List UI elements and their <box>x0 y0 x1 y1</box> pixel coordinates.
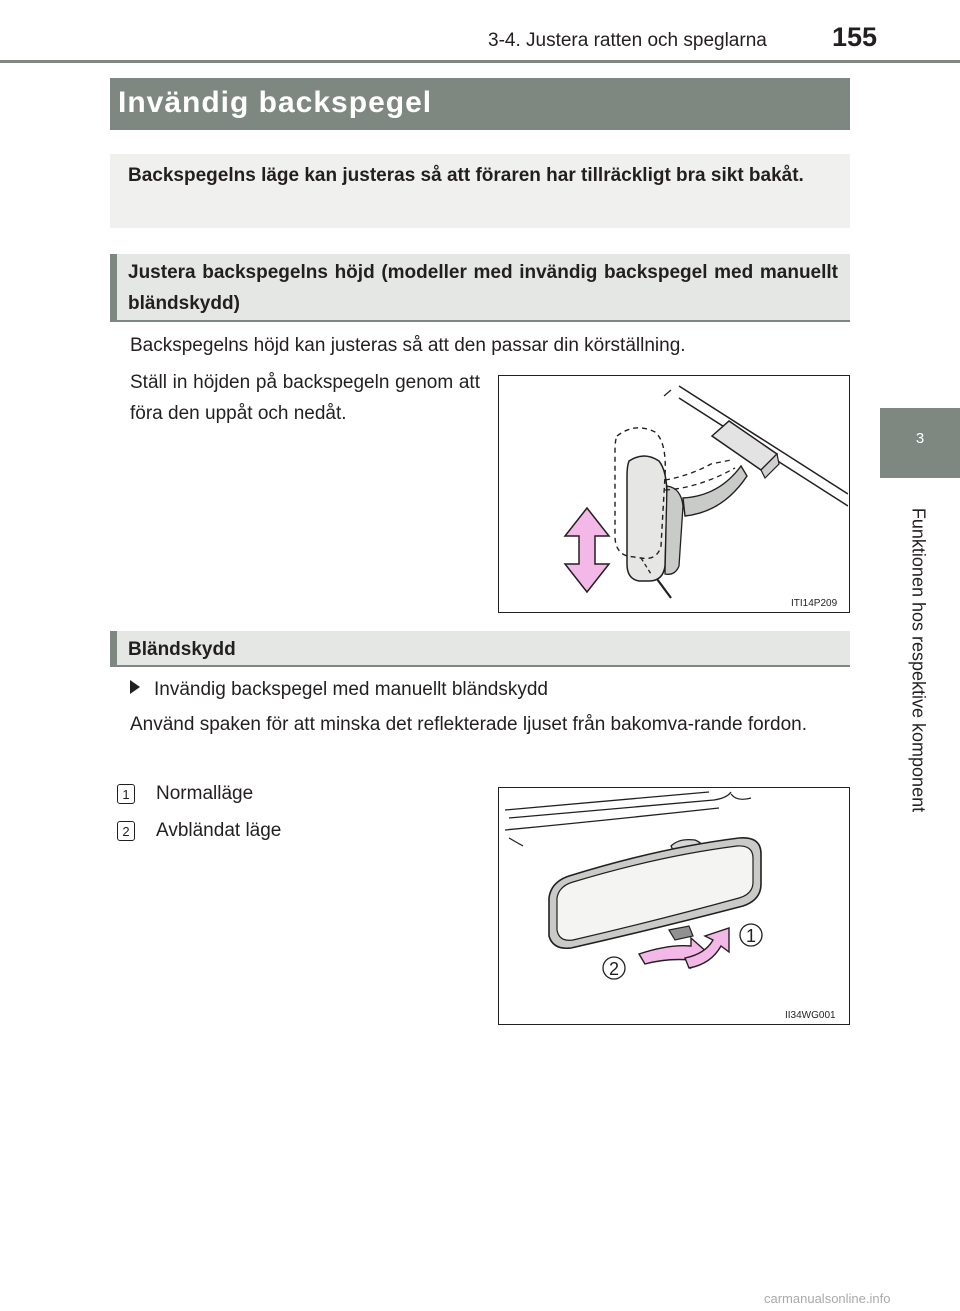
section-glare-heading: Bländskydd <box>128 639 236 660</box>
item-label-1: Normalläge <box>156 783 254 804</box>
glare-text: Använd spaken för att minska det reflekterade ljuset från bakomva-rande fordon. <box>130 714 807 735</box>
chapter-title: Funktionen hos respektive komponent <box>908 507 929 813</box>
item-label-2: Avbländat läge <box>156 820 282 841</box>
callout-1: 1 <box>745 926 757 946</box>
item-number-2: 2 <box>117 821 135 841</box>
section-height-heading: Justera backspegelns höjd (modeller med invändig backspegel med manuellt bländskydd) <box>128 262 838 314</box>
intro-text: Backspegelns läge kan justeras så att föraren har tillräckligt bra sikt bakåt. <box>128 165 804 186</box>
page-title-bar <box>110 78 850 130</box>
mirror-glare-illustration <box>499 788 848 1023</box>
triangle-bullet-icon <box>130 680 140 694</box>
page-title: Invändig backspegel <box>118 86 433 119</box>
page-number: 155 <box>832 22 878 52</box>
section-height-heading-box <box>110 254 850 322</box>
figure-code-height: ITI14P209 <box>791 598 838 609</box>
chapter-title-vertical <box>878 490 958 830</box>
callout-2: 2 <box>608 959 620 979</box>
mirror-height-illustration <box>499 376 848 611</box>
item-number-1: 1 <box>117 784 135 804</box>
chapter-tab: 3 <box>880 408 960 478</box>
header-rule <box>0 60 960 63</box>
section-header: 3-4. Justera ratten och speglarna <box>488 30 767 51</box>
up-down-arrow-icon <box>565 508 609 592</box>
intro-box <box>110 154 850 228</box>
glare-subheading: Invändig backspegel med manuellt bländskydd <box>130 674 850 705</box>
height-text-1: Backspegelns höjd kan justeras så att den passar din körställning. <box>130 335 686 356</box>
figure-mirror-height <box>498 375 850 613</box>
watermark: carmanualsonline.info <box>764 1291 891 1306</box>
figure-code-glare: II34WG001 <box>785 1010 836 1021</box>
height-text-2: Ställ in höjden på backspegeln genom att föra den uppåt och nedåt. <box>130 372 480 424</box>
figure-mirror-glare <box>498 787 850 1025</box>
section-glare-heading-box <box>110 631 850 667</box>
